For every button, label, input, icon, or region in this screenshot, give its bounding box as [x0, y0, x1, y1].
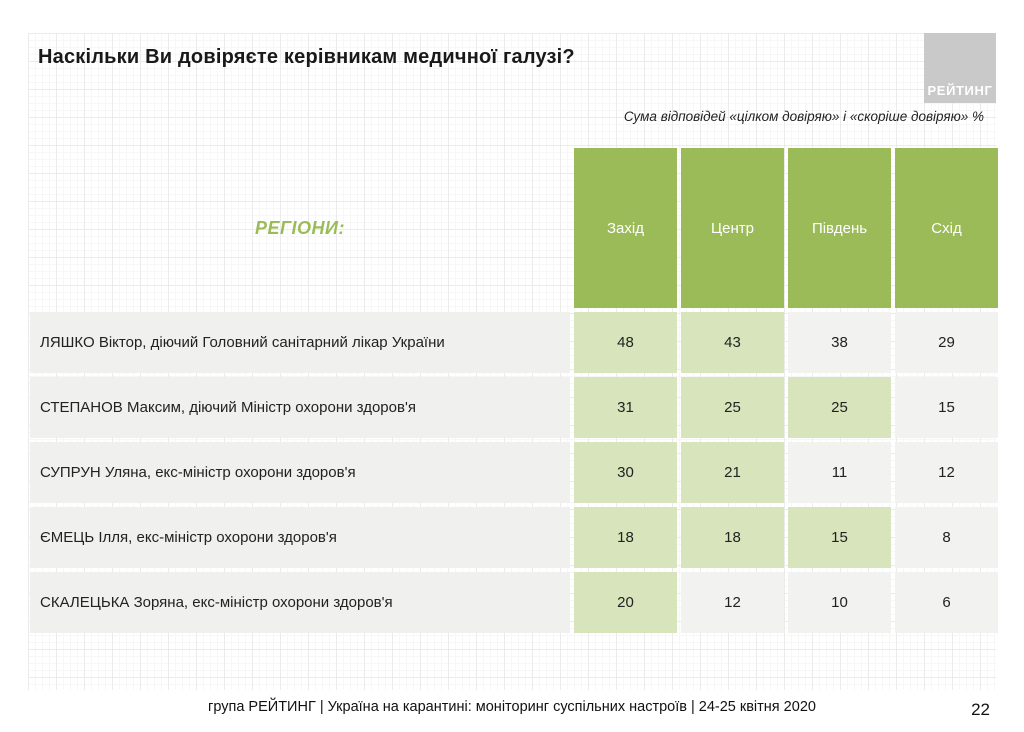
rating-group-logo — [924, 33, 996, 103]
table-cell: 11 — [788, 442, 891, 503]
table-cell: 21 — [681, 442, 784, 503]
table-cell: 8 — [895, 507, 998, 568]
column-header-pivden: Південь — [788, 148, 891, 308]
table-cell: 10 — [788, 572, 891, 633]
table-cell: 20 — [574, 572, 677, 633]
regions-corner-label: РЕГІОНИ: — [254, 217, 345, 238]
table-cell: 38 — [788, 312, 891, 373]
rating-logo-text: РЕЙТИНГ — [927, 83, 993, 98]
page-title: Наскільки Ви довіряєте керівникам медичної галузі? — [38, 46, 575, 68]
table-cell: 25 — [681, 377, 784, 438]
column-header-tsentr: Центр — [681, 148, 784, 308]
footer-source-line: група РЕЙТИНГ | Україна на карантині: моніторинг суспільних настроїв | 24-25 квітня 2020 — [208, 699, 816, 715]
row-label-skaletska: СКАЛЕЦЬКА Зоряна, екс-міністр охорони здоров'я — [30, 572, 570, 633]
table-cell: 15 — [895, 377, 998, 438]
slide-page-number: 22 — [971, 700, 990, 719]
table-cell: 12 — [895, 442, 998, 503]
table-cell: 48 — [574, 312, 677, 373]
table-cell: 43 — [681, 312, 784, 373]
table-cell: 18 — [681, 507, 784, 568]
column-header-zakhid: Захід — [574, 148, 677, 308]
row-label-liashko: ЛЯШКО Віктор, діючий Головний санітарний лікар України — [30, 312, 570, 373]
trust-by-region-table — [30, 148, 998, 633]
table-cell: 12 — [681, 572, 784, 633]
row-label-suprun: СУПРУН Уляна, екс-міністр охорони здоров'я — [30, 442, 570, 503]
table-cell: 31 — [574, 377, 677, 438]
slide-canvas — [28, 33, 996, 690]
subtitle-note: Сума відповідей «цілком довіряю» і «скоріше довіряю» % — [623, 109, 984, 124]
table-cell: 18 — [574, 507, 677, 568]
row-label-stepanov: СТЕПАНОВ Максим, діючий Міністр охорони здоров'я — [30, 377, 570, 438]
table-cell: 15 — [788, 507, 891, 568]
table-cell: 25 — [788, 377, 891, 438]
table-cell: 6 — [895, 572, 998, 633]
column-header-skhid: Схід — [895, 148, 998, 308]
table-cell: 29 — [895, 312, 998, 373]
table-cell: 30 — [574, 442, 677, 503]
row-label-yemets: ЄМЕЦЬ Ілля, екс-міністр охорони здоров'я — [30, 507, 570, 568]
